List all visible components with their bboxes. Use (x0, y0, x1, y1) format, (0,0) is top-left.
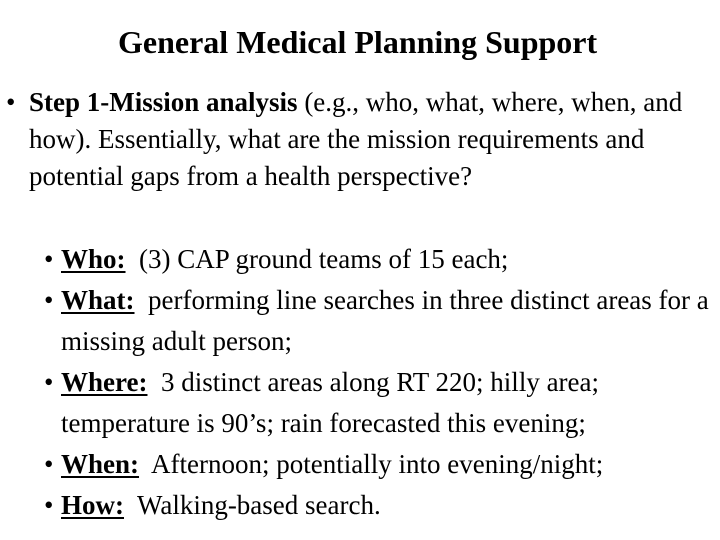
main-bullet-body: (e.g., who, what, where, when, and how). Essentially, what are the mission requirements and potential gaps from a health perspective? (29, 87, 683, 191)
sub-bullet-where (44, 362, 714, 444)
when-label: When: (61, 449, 140, 479)
bullet-icon: • (6, 87, 16, 117)
bullet-icon: • (44, 449, 54, 479)
main-bullet-lead: Step 1-Mission analysis (29, 87, 298, 117)
bullet-icon: • (44, 490, 54, 520)
who-label: Who: (61, 244, 126, 274)
main-bullet-text (29, 84, 696, 195)
who-text: (3) CAP ground teams of 15 each; (125, 244, 509, 274)
bullet-icon: • (44, 244, 54, 274)
sub-bullet-what (44, 280, 714, 362)
sub-bullet-when (44, 444, 714, 485)
how-text: Walking-based search. (124, 490, 381, 520)
sub-bullet-list (44, 239, 714, 526)
bullet-icon: • (44, 367, 54, 397)
slide-title: General Medical Planning Support (118, 24, 598, 60)
where-text: 3 distinct areas along RT 220; hilly area; temperature is 90’s; rain forecasted this evening; (61, 367, 606, 438)
when-text: Afternoon; potentially into evening/night; (139, 449, 604, 479)
what-text: performing line searches in three distinct areas for a missing adult person; (61, 285, 716, 356)
what-label: What: (61, 285, 135, 315)
sub-bullet-who (44, 239, 714, 280)
main-bullet (6, 84, 696, 195)
where-label: Where: (61, 367, 148, 397)
bullet-icon: • (44, 285, 54, 315)
sub-bullet-how (44, 485, 714, 526)
how-label: How: (61, 490, 124, 520)
